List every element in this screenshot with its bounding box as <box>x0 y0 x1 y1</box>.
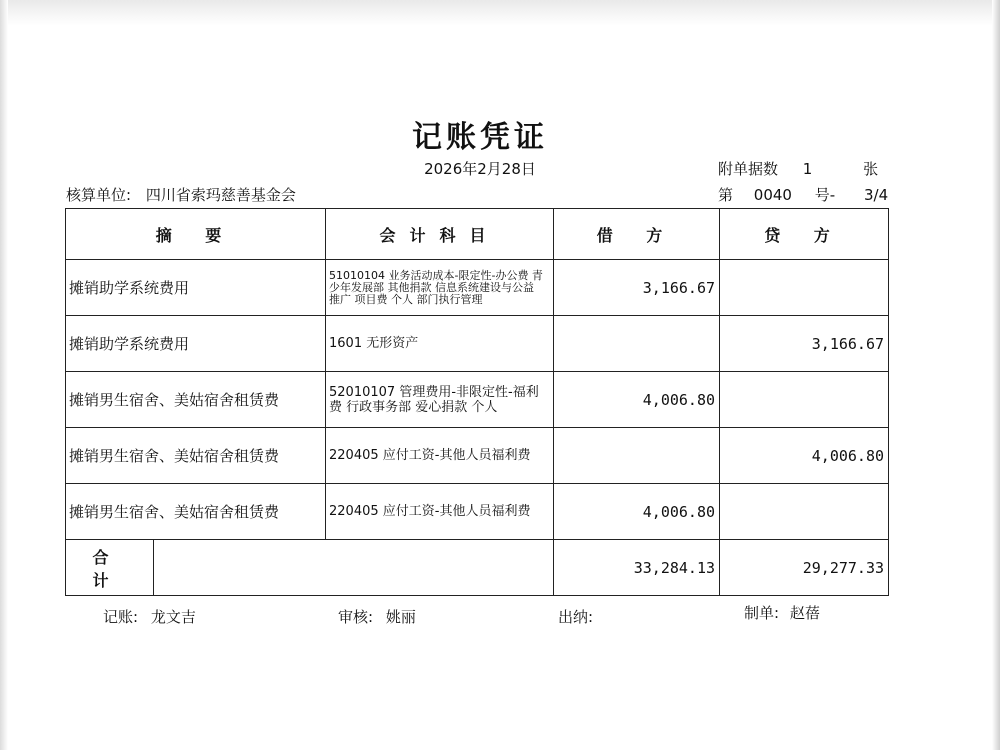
header-debit: 借 方 <box>554 209 720 260</box>
voucher-number-info <box>718 184 888 205</box>
scan-edge-right <box>992 0 1000 750</box>
account-cell: 52010107 管理费用-非限定性-福利费 行政事务部 爱心捐款 个人 <box>326 372 554 428</box>
table-row <box>66 372 889 428</box>
account-cell: 220405 应付工资-其他人员福利费 <box>326 484 554 540</box>
attachment-info <box>718 158 878 179</box>
accounting-unit <box>66 184 296 205</box>
summary-cell: 摊销男生宿舍、美姑宿舍租赁费 <box>66 428 326 484</box>
total-credit: 29,277.33 <box>720 540 889 596</box>
cashier-label: 出纳: <box>558 608 594 626</box>
total-label: 合 计 <box>66 540 154 596</box>
summary-cell: 摊销男生宿舍、美姑宿舍租赁费 <box>66 372 326 428</box>
voucher-suffix: 号- <box>814 186 836 204</box>
bookkeeper-label: 记账: <box>103 608 139 626</box>
bookkeeper-signoff <box>103 606 196 627</box>
summary-cell: 摊销助学系统费用 <box>66 316 326 372</box>
debit-cell: 3,166.67 <box>554 260 720 316</box>
reviewer-label: 审核: <box>338 608 374 626</box>
unit-name: 四川省索玛慈善基金会 <box>145 186 296 204</box>
reviewer-signoff <box>338 606 416 627</box>
voucher-number: 0040 <box>753 186 792 204</box>
account-cell: 220405 应付工资-其他人员福利费 <box>326 428 554 484</box>
credit-cell: 4,006.80 <box>720 428 889 484</box>
header-summary: 摘 要 <box>66 209 326 260</box>
scan-edge-top <box>0 0 1000 26</box>
table-row <box>66 260 889 316</box>
total-row <box>66 540 889 596</box>
credit-cell: 3,166.67 <box>720 316 889 372</box>
table-row <box>66 428 889 484</box>
voucher-page: 3/4 <box>863 186 889 204</box>
reviewer-name: 姚丽 <box>385 608 416 626</box>
account-cell: 51010104 业务活动成本-限定性-办公费 青少年发展部 其他捐款 信息系统建设与公益推广 项目费 个人 部门执行管理 <box>326 260 554 316</box>
credit-cell <box>720 372 889 428</box>
preparer-label: 制单: <box>744 604 780 622</box>
cashier-signoff <box>558 606 601 627</box>
document-title: 记账凭证 <box>412 120 548 155</box>
attachment-count: 1 <box>802 160 813 178</box>
debit-cell: 4,006.80 <box>554 484 720 540</box>
table-header-row <box>66 209 889 260</box>
attachment-unit: 张 <box>863 160 879 178</box>
total-debit: 33,284.13 <box>554 540 720 596</box>
header-credit: 贷 方 <box>720 209 889 260</box>
total-blank-cell <box>154 540 554 596</box>
unit-label: 核算单位: <box>66 186 132 204</box>
voucher-prefix: 第 <box>718 186 734 204</box>
credit-cell <box>720 260 889 316</box>
credit-cell <box>720 484 889 540</box>
debit-cell <box>554 316 720 372</box>
voucher-date: 2026年2月28日 <box>424 160 536 178</box>
debit-cell <box>554 428 720 484</box>
attachment-label: 附单据数 <box>718 160 779 178</box>
debit-cell: 4,006.80 <box>554 372 720 428</box>
summary-cell: 摊销助学系统费用 <box>66 260 326 316</box>
preparer-signoff <box>744 602 820 623</box>
header-account: 会计科目 <box>326 209 554 260</box>
bookkeeper-name: 龙文吉 <box>150 608 196 626</box>
table-row <box>66 316 889 372</box>
voucher-table <box>65 208 889 596</box>
account-cell: 1601 无形资产 <box>326 316 554 372</box>
preparer-name: 赵蓓 <box>789 604 820 622</box>
table-row <box>66 484 889 540</box>
summary-cell: 摊销男生宿舍、美姑宿舍租赁费 <box>66 484 326 540</box>
